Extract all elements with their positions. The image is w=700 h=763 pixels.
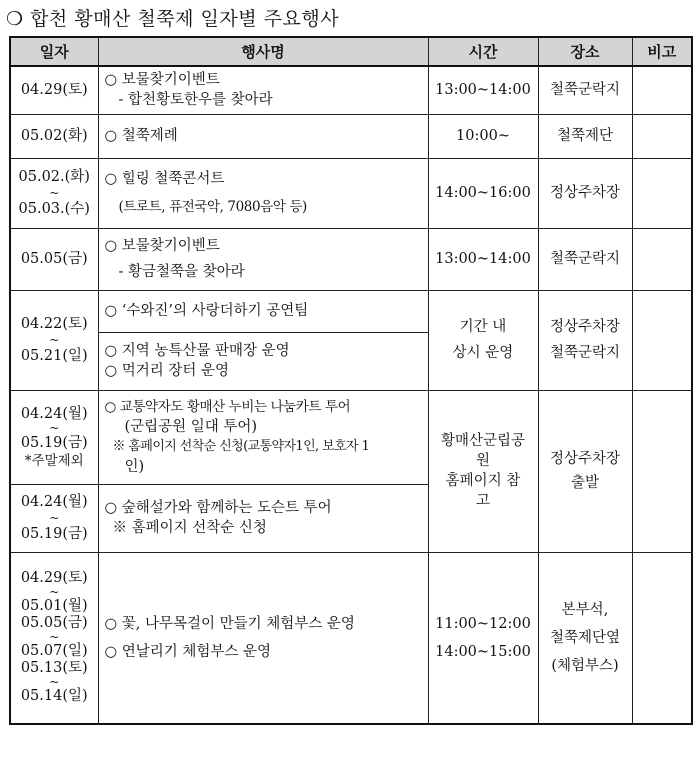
event-cell [98,158,428,228]
place-text: 정상주차장 [549,319,621,335]
date-text: ~ [49,675,60,690]
date-cell [10,552,98,724]
event-cell [98,390,428,484]
date-cell [10,158,98,228]
header-place: 장소 [538,37,632,66]
note-cell [632,228,692,290]
header-event: 행사명 [98,37,428,66]
time-text: 10:00~ [456,128,510,144]
time-cell [428,114,538,158]
date-text: 05.01(월) [20,598,88,615]
date-cell [10,114,98,158]
date-text: 04.24(월) [20,405,88,422]
time-text: 고 [475,493,490,509]
time-text: 14:00~15:00 [435,643,531,660]
date-text: 05.13(토) [20,660,88,677]
header-time: 시간 [428,37,538,66]
place-text: (체험부스) [551,657,619,674]
event-cell [98,228,428,290]
date-text: 05.02.(화) [18,169,90,185]
place-text: 정상주차장 [549,451,621,467]
place-text: 철쭉군락지 [549,345,621,361]
table-row [10,114,692,158]
date-text: ~ [49,585,60,600]
date-cell [10,390,98,484]
event-text: - 합천황토한우를 찾아라 [118,92,273,109]
event-cell [98,114,428,158]
date-text: 05.03.(수) [18,201,90,217]
place-text: 철쭉제단 [556,128,614,144]
event-text: ○ 꽃, 나무목걸이 만들기 체험부스 운영 [104,615,355,632]
table-row [10,66,692,114]
date-text: 05.02(화) [20,128,88,144]
event-text: ※ 홈페이지 선착순 신청(교통약자1인, 보호자 1 [112,439,370,454]
date-text: 05.19(금) [20,526,88,542]
page-title: ❍ 합천 황매산 철쭉제 일자별 주요행사 [6,8,340,30]
header-note: 비고 [632,37,692,66]
date-cell [10,484,98,552]
time-cell [428,228,538,290]
date-text: ~ [49,186,60,200]
event-text: ○ ‘수와진’의 사랑더하기 공연팀 [104,303,309,319]
place-cell [538,228,632,290]
time-text: 11:00~12:00 [435,615,531,632]
event-cell [98,484,428,552]
date-text: 04.24(월) [20,494,88,510]
event-text: ○ 지역 농특산물 판매장 운영 [104,343,290,359]
date-cell [10,66,98,114]
note-cell [632,158,692,228]
event-text: ○ 철쭉제례 [104,128,178,144]
date-text: 05.19(금) [20,434,88,451]
time-text: 황매산군립공 [440,433,526,449]
note-cell [632,114,692,158]
place-text: 철쭉군락지 [549,251,621,267]
event-text: ○ 교통약자도 황매산 누비는 나눔카트 투어 [104,399,351,415]
place-cell [538,290,632,390]
place-text: 출발 [570,475,599,491]
header-date: 일자 [10,37,98,66]
table-row [10,290,692,332]
table-row [10,390,692,484]
event-cell [98,66,428,114]
table-row [10,228,692,290]
table-row [10,158,692,228]
note-cell [632,290,692,390]
time-cell [428,66,538,114]
time-text: 홈페이지 참 [445,473,521,489]
date-text: 05.21(일) [20,348,88,364]
event-cell [98,332,428,390]
date-text: 05.05(금) [20,251,88,267]
place-cell [538,390,632,552]
place-text: 철쭉제단옆 [549,629,621,646]
table-row [10,552,692,724]
place-text: 철쭉군락지 [549,82,621,99]
time-cell [428,552,538,724]
time-text: 13:00~14:00 [435,251,531,267]
date-text: ~ [49,511,60,525]
event-text: ○ 연날리기 체험부스 운영 [104,643,272,660]
time-cell [428,290,538,390]
event-text: - 황금철쭉을 찾아라 [118,264,245,280]
date-cell [10,290,98,390]
event-text: ○ 힐링 철쭉콘서트 [104,171,225,187]
header-row [10,37,692,66]
time-cell [428,158,538,228]
event-text: (트로트, 퓨전국악, 7080음악 등) [118,199,307,215]
date-text: 05.07(일) [20,643,88,660]
event-schedule-table [9,36,693,725]
event-text: ○ 보물찾기이벤트 [104,72,220,89]
date-text: ~ [49,333,60,347]
event-cell [98,290,428,332]
place-cell [538,66,632,114]
note-cell [632,390,692,552]
time-text: 13:00~14:00 [435,82,531,99]
event-text: ※ 홈페이지 선착순 신청 [112,520,267,536]
date-text: ~ [49,630,60,645]
date-text: 05.05(금) [20,615,88,632]
event-cell [98,552,428,724]
date-text: 04.22(토) [20,316,88,332]
time-text: 상시 운영 [452,345,514,361]
date-text: ~ [49,420,60,435]
place-cell [538,552,632,724]
time-text: 원 [475,453,490,469]
event-text: ○ 숲해설가와 함께하는 도슨트 투어 [104,500,332,516]
event-text: 인) [124,459,145,475]
place-text: 정상주차장 [549,185,621,201]
date-text: 04.29(토) [20,570,88,587]
event-text: ○ 먹거리 장터 운영 [104,363,230,379]
note-cell [632,66,692,114]
place-cell [538,158,632,228]
time-text: 기간 내 [459,319,507,335]
date-text: 04.29(토) [20,82,88,99]
date-cell [10,228,98,290]
event-text: (군립공원 일대 투어) [124,419,258,435]
date-text: 05.14(일) [20,688,88,705]
date-text: *주말제외 [24,452,84,469]
place-cell [538,114,632,158]
time-cell [428,390,538,552]
time-text: 14:00~16:00 [435,185,531,201]
note-cell [632,552,692,724]
event-text: ○ 보물찾기이벤트 [104,238,220,254]
place-text: 본부석, [561,601,609,618]
